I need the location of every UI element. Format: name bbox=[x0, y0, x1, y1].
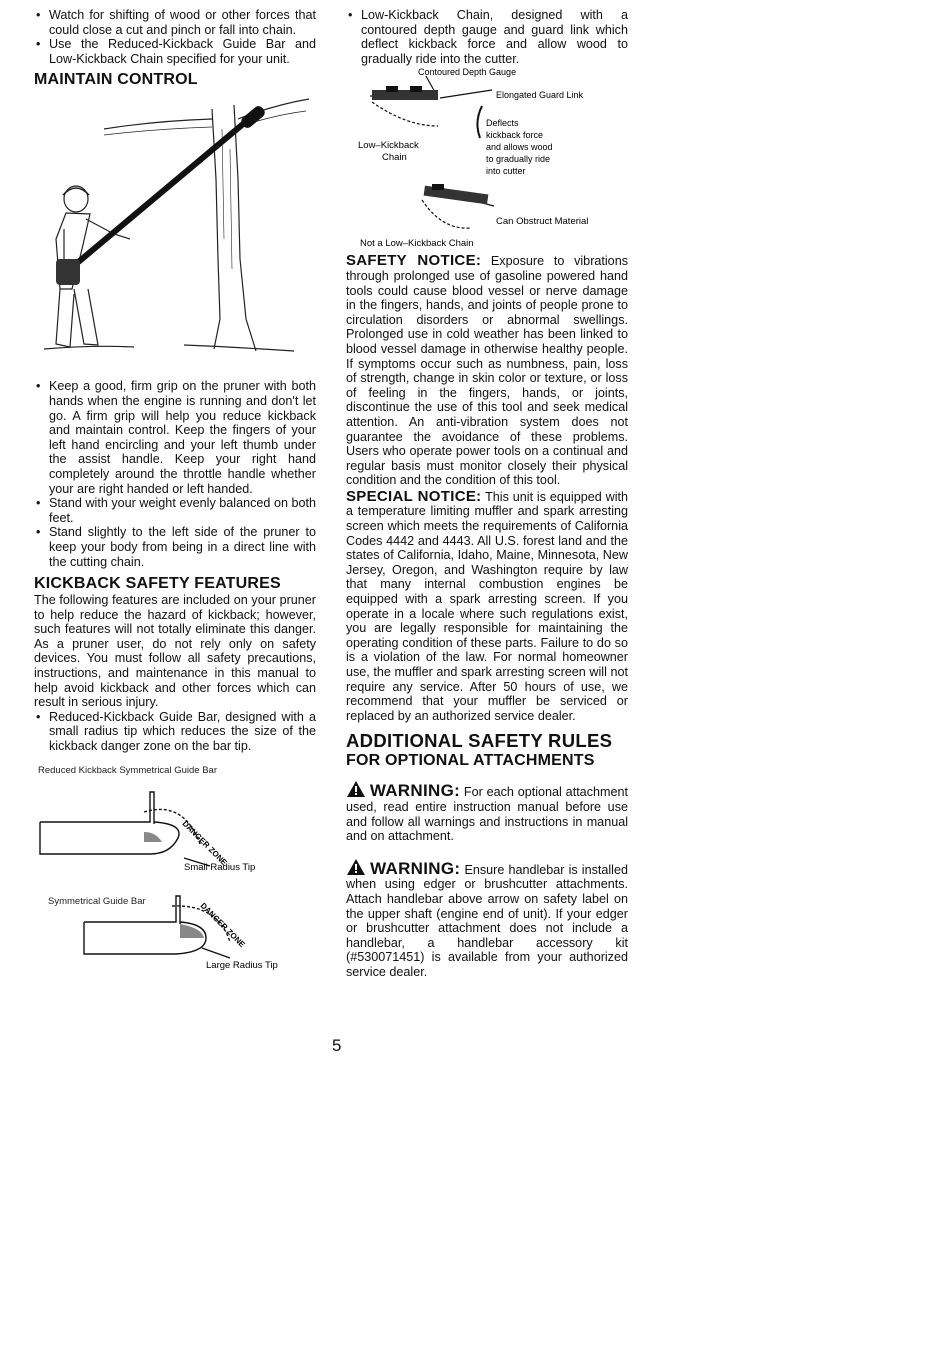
top-bullet-list bbox=[34, 8, 316, 66]
additional-safety-heading: ADDITIONAL SAFETY RULES bbox=[346, 730, 613, 752]
warning-triangle-icon bbox=[346, 780, 366, 798]
obstruct-label: Can Obstruct Material bbox=[496, 216, 589, 228]
warning-2-lead: WARNING: bbox=[370, 858, 461, 878]
special-notice-lead: SPECIAL NOTICE: bbox=[346, 487, 482, 505]
guard-link-label: Elongated Guard Link bbox=[496, 90, 584, 101]
safety-notice-text: Exposure to vibrations through prolonged use of gasoline powered hand tools could cause blood vessel or nerve damage in the fingers, hands, and joints of people prone to circulation disorders or abnormal swellings. Prolonged use in cold weather has been linked to blood vessel damage in otherwise healthy people. If symptoms occur such as numbness, pain, loss of strength, change in skin color or texture, or loss of feeling in the fingers, hands, or joints, discontinue the use of this tool and seek medical attention. An anti-vibration system does not guarantee the avoidance of these problems. Users who operate power tools on a continual and regular basis must monitor closely their physical condition and the condition of this tool. bbox=[346, 254, 628, 488]
warning-1-text: For each optional attachment used, read entire instruction manual before use and follow all warnings and instructions in manual and on attachment. bbox=[346, 785, 628, 844]
fig2-caption: Symmetrical Guide Bar bbox=[48, 895, 146, 907]
safety-notice-lead: SAFETY NOTICE: bbox=[346, 252, 482, 270]
list-item: • Keep a good, firm grip on the pruner with both hands when the engine is running and don't let go. A firm grip will help you reduce kickback and maintain control. Keep the fingers of your left hand encircling and your left thumb under the assist handle. Keep your right hand completely around the throttle handle whether your are right handed or left handed. bbox=[34, 379, 316, 496]
deflects-line-5: into cutter bbox=[486, 166, 526, 177]
page-number: 5 bbox=[332, 1036, 342, 1055]
warning-triangle-icon bbox=[346, 858, 366, 876]
maintain-control-heading: MAINTAIN CONTROL bbox=[34, 71, 198, 89]
chain-label: Chain bbox=[382, 152, 407, 164]
special-notice bbox=[346, 487, 628, 724]
low-kickback-chain-figure bbox=[346, 66, 628, 266]
warning-2 bbox=[346, 858, 628, 980]
symmetrical-bar-figure bbox=[34, 882, 316, 982]
reduced-kickback-bar-figure bbox=[34, 762, 316, 882]
pruner-operator-drawing bbox=[34, 89, 316, 379]
chain-bullet-list bbox=[346, 8, 628, 66]
low-kickback-label: Low–Kickback bbox=[358, 140, 419, 152]
control-bullet-list bbox=[34, 379, 316, 569]
list-item: • Watch for shifting of wood or other forces that could close a cut and pinch or fall into chain. bbox=[34, 8, 316, 37]
list-item: • Use the Reduced-Kickback Guide Bar and Low-Kickback Chain specified for your unit. bbox=[34, 37, 316, 66]
deflects-line-2: kickback force bbox=[486, 130, 544, 141]
warning-1 bbox=[346, 780, 628, 843]
list-item: • Low-Kickback Chain, designed with a contoured depth gauge and guard link which deflect kickback force and allow wood to gradually ride into the cutter. bbox=[346, 8, 628, 66]
deflects-line-3: and allows wood bbox=[486, 142, 553, 153]
list-item: • Stand slightly to the left side of the pruner to keep your body from being in a direct line with the cutting chain. bbox=[34, 525, 316, 569]
guide-bar-bullet-list bbox=[34, 710, 316, 754]
fig1-zone-label: DANGER ZONE bbox=[180, 818, 229, 867]
warning-2-text: Ensure handlebar is installed when using edger or brushcutter attachments. Attach handlebar above arrow on safety label on the upper shaft (engine end of unit). If your edger or brushcutter attachment does not include a handlebar, a handlebar accessory kit (#530071451) is available from your authorized service dealer. bbox=[346, 862, 628, 979]
kickback-paragraph: The following features are included on your pruner to help reduce the hazard of kickback; however, such features will not totally eliminate this danger. As a pruner user, do not rely only on safety devices. You must follow all safety precautions, instructions, and maintenance in this manual to help avoid kickback and other forces which can result in serious injury. bbox=[34, 593, 316, 710]
right-column bbox=[346, 0, 628, 980]
kickback-heading: KICKBACK SAFETY FEATURES bbox=[34, 575, 281, 593]
depth-gauge-label: Contoured Depth Gauge bbox=[418, 67, 517, 78]
fig1-caption: Reduced Kickback Symmetrical Guide Bar bbox=[38, 764, 217, 776]
safety-notice bbox=[346, 254, 628, 488]
left-column bbox=[34, 0, 316, 982]
not-low-kickback-label: Not a Low–Kickback Chain bbox=[360, 238, 474, 250]
pruner-illustration bbox=[34, 89, 316, 379]
warning-1-lead: WARNING: bbox=[369, 781, 461, 801]
deflects-line-1: Deflects bbox=[486, 118, 519, 129]
optional-attachments-heading: FOR OPTIONAL ATTACHMENTS bbox=[346, 752, 595, 770]
fig2-tip-label: Large Radius Tip bbox=[206, 959, 278, 971]
list-item: • Stand with your weight evenly balanced on both feet. bbox=[34, 496, 316, 525]
list-item: • Reduced-Kickback Guide Bar, designed with a small radius tip which reduces the size of the kickback danger zone on the bar tip. bbox=[34, 710, 316, 754]
fig1-tip-label: Small Radius Tip bbox=[184, 861, 256, 873]
fig2-zone-label: DANGER ZONE bbox=[198, 900, 247, 949]
deflects-line-4: to gradually ride bbox=[486, 154, 551, 165]
special-notice-text: This unit is equipped with a temperature limiting muffler and spark arresting screen which meets the requirements of California Codes 4442 and 4443. All U.S. forest land and the states of California, Idaho, Maine, Minnesota, New Jersey, Oregon, and Washington require by law that many internal combustion engines be equipped with a spark arresting screen. If you operate in a locale where such regulations exist, you are legally responsible for maintaining the operating condition of these parts. Failure to do so is a violation of the law. For normal homeowner use, the muffler and spark arresting screen will not require any service. After 50 hours of use, we recommend that your muffler be serviced or replaced by an authorized service dealer. bbox=[346, 489, 628, 723]
